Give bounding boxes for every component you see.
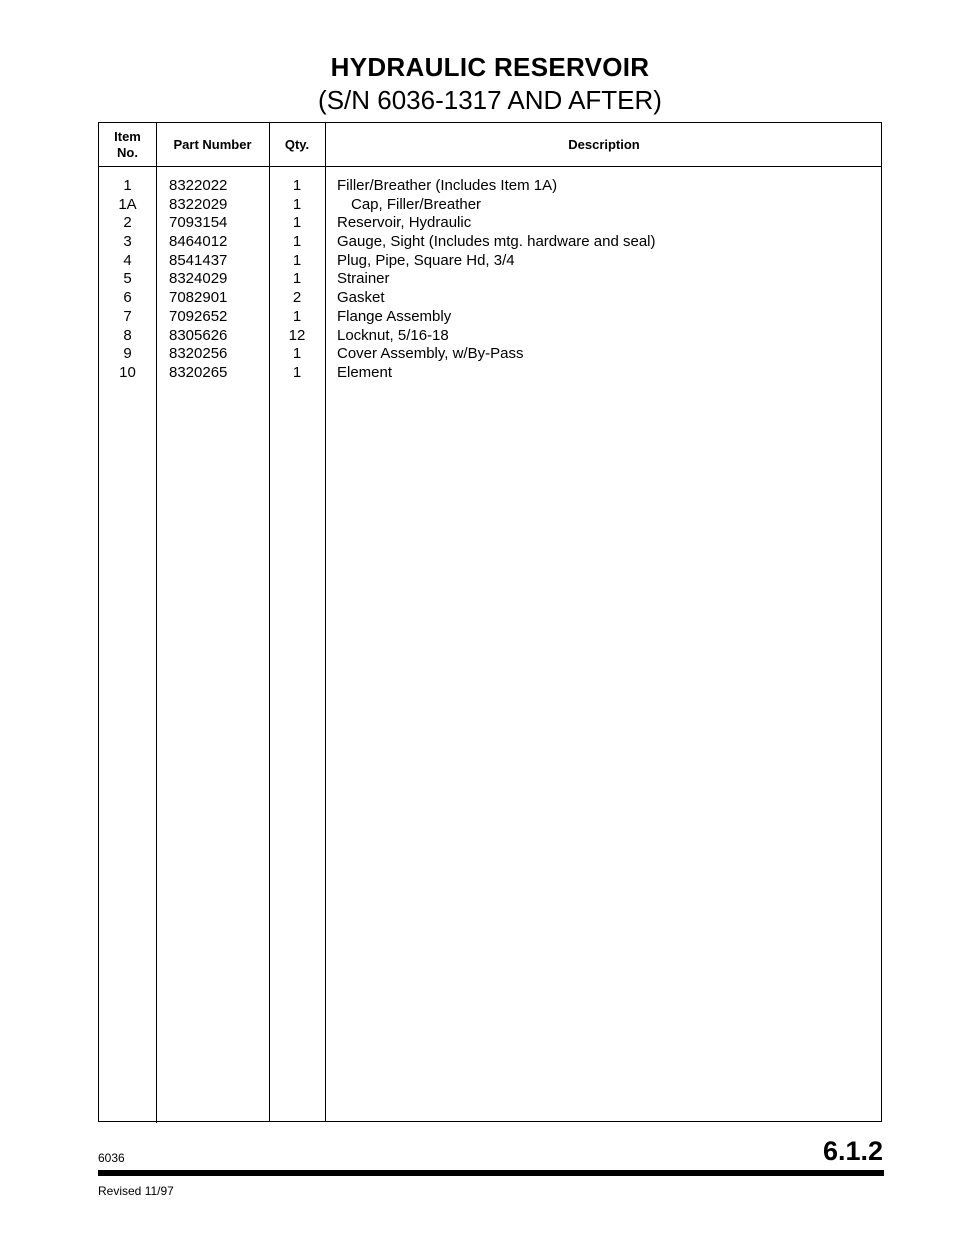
description-cell: Cap, Filler/Breather: [351, 195, 482, 213]
table-row: [99, 233, 881, 252]
item-number-cell: 2: [123, 214, 132, 232]
qty-cell: 1: [292, 177, 302, 194]
header-item-line1: Item: [114, 128, 141, 144]
qty-cell: 1: [292, 251, 302, 269]
footer-rule: [98, 1170, 884, 1176]
description-cell: Gasket: [337, 289, 385, 307]
item-number-cell: 1A: [118, 195, 137, 213]
part-number-cell: 8322022: [169, 177, 228, 194]
qty-cell: 1: [292, 307, 302, 325]
table-row: [99, 196, 881, 215]
section-number: 6.1.2: [822, 1136, 883, 1166]
description-cell: Filler/Breather (Includes Item 1A): [337, 177, 558, 194]
qty-cell: 1: [292, 195, 302, 213]
part-number-cell: 7093154: [169, 214, 228, 232]
header-qty: Qty.: [284, 136, 310, 152]
page-title: HYDRAULIC RESERVOIR: [330, 52, 650, 82]
table-row: [99, 345, 881, 364]
header-divider: [99, 166, 881, 167]
table-row: [99, 308, 881, 327]
item-number-cell: 3: [123, 233, 132, 251]
table-row: [99, 214, 881, 233]
qty-cell: 1: [292, 345, 302, 363]
revised-date: Revised 11/97: [98, 1184, 174, 1198]
part-number-cell: 8541437: [169, 251, 228, 269]
qty-cell: 1: [292, 214, 302, 232]
description-cell: Cover Assembly, w/By-Pass: [337, 345, 524, 363]
part-number-cell: 8320265: [169, 363, 228, 381]
qty-cell: 1: [292, 363, 302, 381]
header-item-no: [99, 123, 156, 166]
item-number-cell: 6: [123, 289, 132, 307]
part-number-cell: 8324029: [169, 270, 228, 288]
qty-cell: 1: [292, 233, 302, 251]
table-row: [99, 270, 881, 289]
description-cell: Strainer: [337, 270, 390, 288]
description-cell: Element: [337, 363, 393, 381]
header-description: Description: [568, 136, 640, 152]
item-number-cell: 7: [123, 307, 132, 325]
page-subtitle: (S/N 6036-1317 AND AFTER): [318, 85, 662, 115]
part-number-cell: 8464012: [169, 233, 228, 251]
table-row: [99, 289, 881, 308]
table-row: [99, 177, 881, 196]
qty-cell: 2: [292, 289, 302, 307]
description-cell: Plug, Pipe, Square Hd, 3/4: [337, 251, 515, 269]
part-number-cell: 8320256: [169, 345, 228, 363]
model-code: 6036: [98, 1151, 125, 1165]
table-row: [99, 364, 881, 383]
item-number-cell: 8: [123, 326, 132, 344]
description-cell: Reservoir, Hydraulic: [337, 214, 472, 232]
item-number-cell: 4: [123, 251, 132, 269]
description-cell: Flange Assembly: [337, 307, 452, 325]
description-cell: Locknut, 5/16-18: [337, 326, 449, 344]
item-number-cell: 9: [123, 345, 132, 363]
header-part-number: Part Number: [173, 136, 252, 152]
table-row: [99, 252, 881, 271]
qty-cell: 12: [288, 326, 306, 344]
item-number-cell: 10: [119, 363, 136, 381]
description-cell: Gauge, Sight (Includes mtg. hardware and seal): [337, 233, 656, 251]
part-number-cell: 7082901: [169, 289, 228, 307]
parts-rows: [99, 177, 881, 383]
table-row: [99, 327, 881, 346]
item-number-cell: 5: [123, 270, 132, 288]
part-number-cell: 8305626: [169, 326, 228, 344]
parts-table: [98, 122, 882, 1122]
part-number-cell: 8322029: [169, 195, 228, 213]
qty-cell: 1: [292, 270, 302, 288]
part-number-cell: 7092652: [169, 307, 228, 325]
item-number-cell: 1: [123, 177, 132, 194]
header-item-line2: No.: [117, 144, 138, 160]
